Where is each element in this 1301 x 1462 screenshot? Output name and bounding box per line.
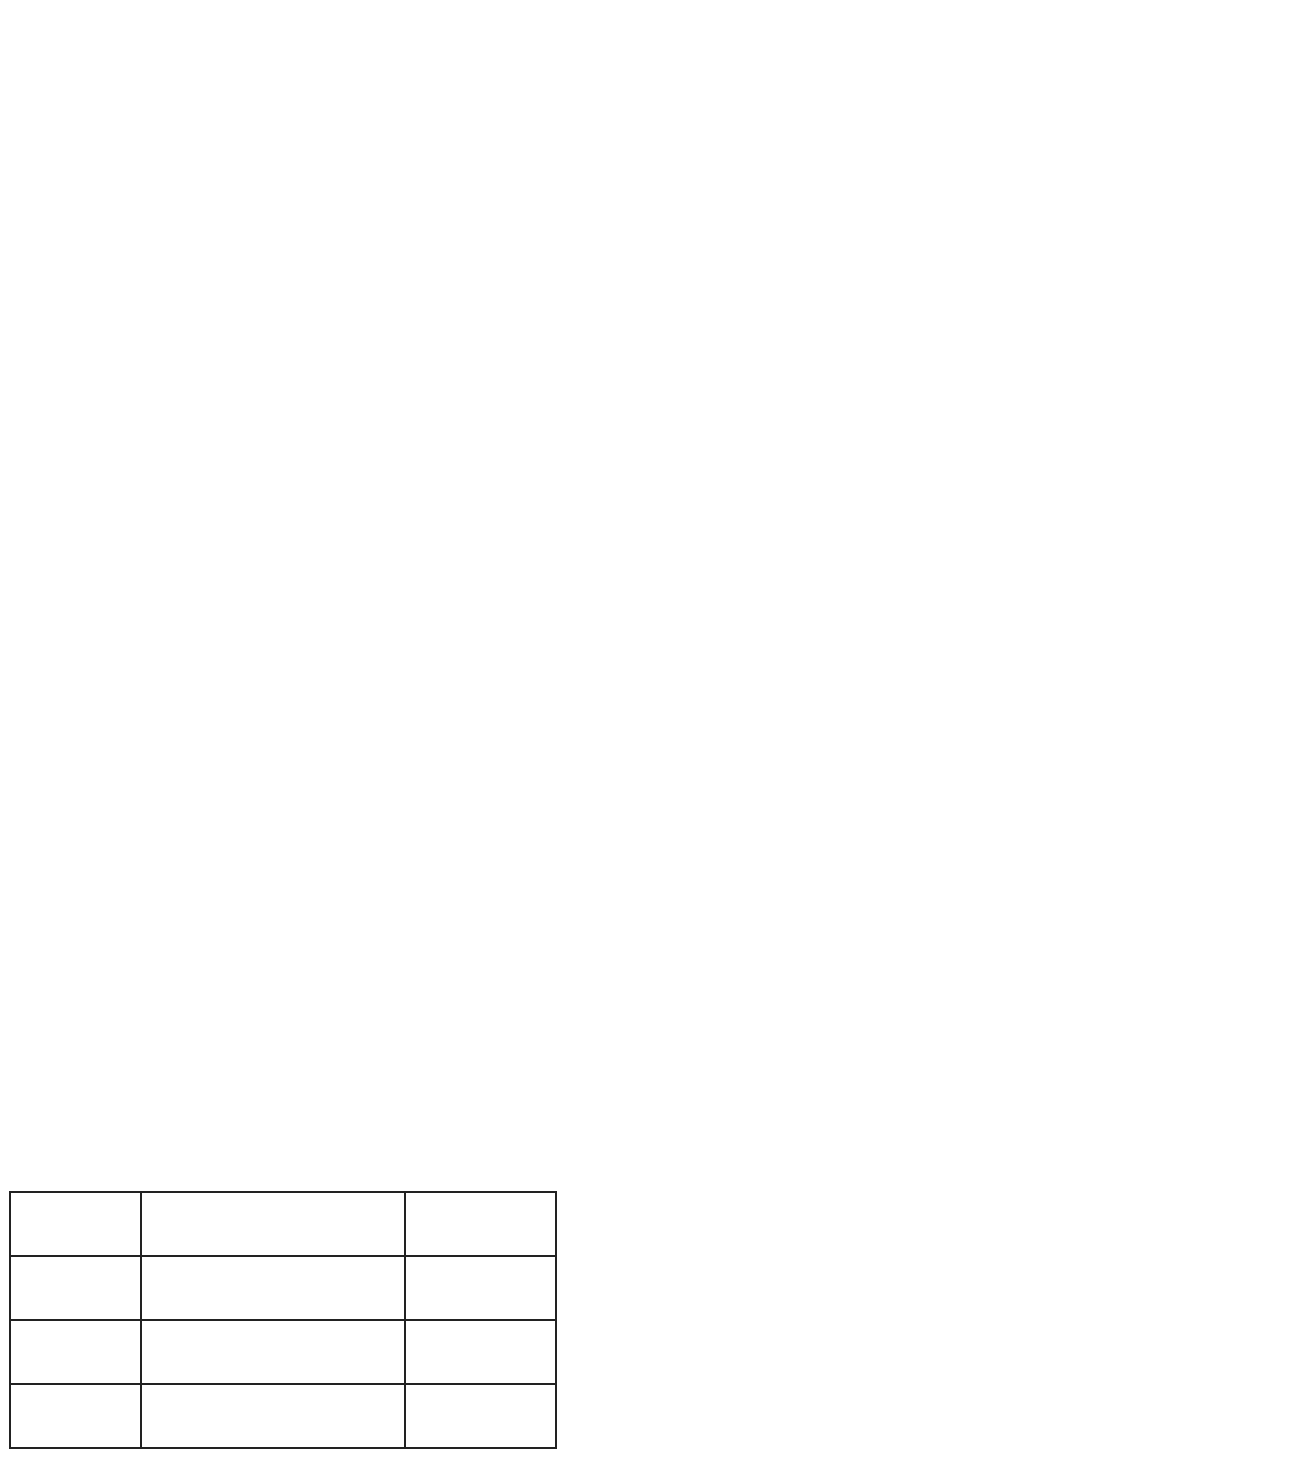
table-row	[10, 1320, 556, 1384]
table-cell	[405, 1256, 556, 1320]
table-cell	[405, 1320, 556, 1384]
header-cell	[10, 1192, 141, 1256]
table-cell	[141, 1384, 405, 1448]
table-header-row	[10, 1192, 556, 1256]
packing-table	[9, 1191, 557, 1449]
table-cell	[405, 1384, 556, 1448]
header-cell	[141, 1192, 405, 1256]
header-cell	[405, 1192, 556, 1256]
table-row	[10, 1256, 556, 1320]
table-cell	[10, 1320, 141, 1384]
table-cell	[141, 1256, 405, 1320]
table-row	[10, 1384, 556, 1448]
table-cell	[141, 1320, 405, 1384]
table-cell	[10, 1384, 141, 1448]
figure	[0, 360, 1301, 650]
table-cell	[10, 1256, 141, 1320]
